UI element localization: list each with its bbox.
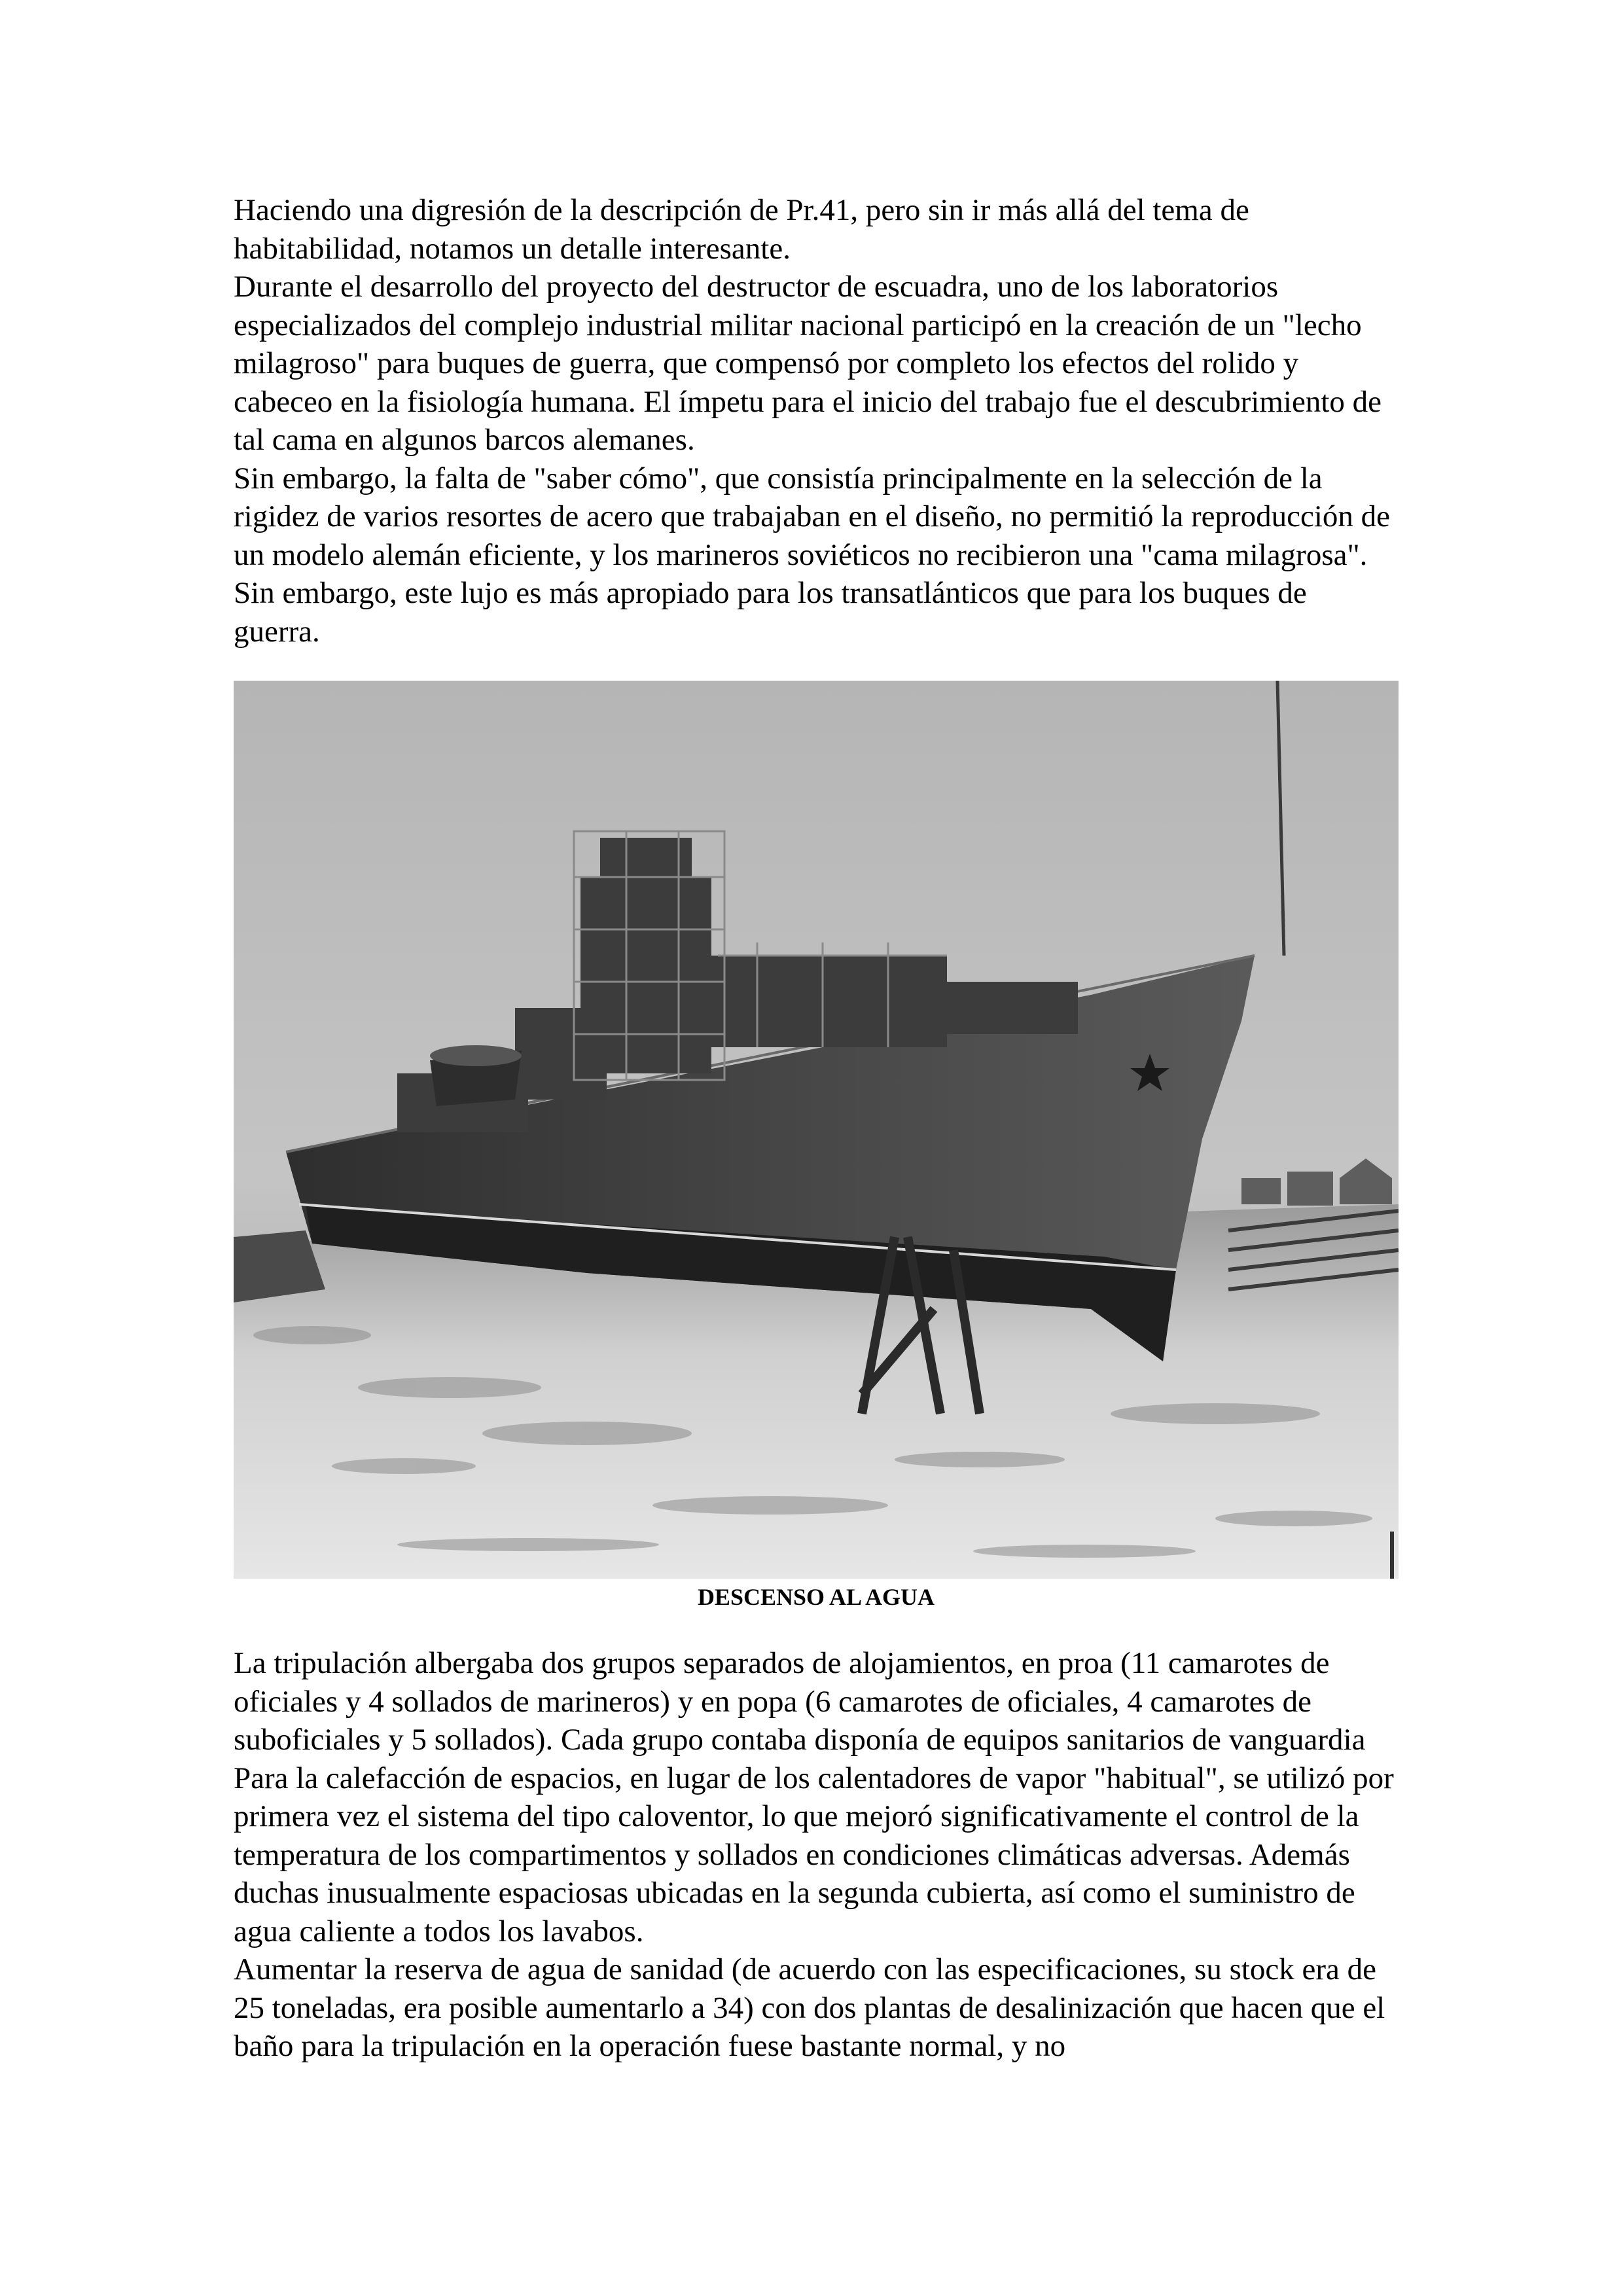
body-text [234,1644,1399,2066]
body-paragraph-3: Aumentar la reserva de agua de sanidad (de acuerdo con las especificaciones, su stock era de 25 toneladas, era posible aumentarlo a 34) con dos plantas de desalinización que hacen que el baño para la tripulación en la operación fuese bastante normal, y no [234,1952,1385,2063]
body-paragraph-2: Para la calefacción de espacios, en lugar de los calentadores de vapor "habitual", se utilizó por primera vez el sistema del tipo caloventor, lo que mejoró significativamente el control de la temperatura de los compartimentos y sollados en condiciones climáticas adversas. Además duchas inusualmente espaciosas ubicadas en la segunda cubierta, así como el suministro de agua caliente a todos los lavabos. [234,1761,1394,1948]
intro-paragraph-3: Sin embargo, la falta de "saber cómo", que consistía principalmente en la selección de la rigidez de varios resortes de acero que trabajaban en el diseño, no permitió la reproducción de un modelo alemán eficiente, y los marineros soviéticos no recibieron una "cama milagrosa". Sin embargo, este lujo es más apropiado para los transatlánticos que para los buques de guerra. [234,461,1390,649]
ship-launch-photo [234,681,1399,1579]
intro-paragraph-1: Haciendo una digresión de la descripción de Pr.41, pero sin ir más allá del tema de habitabilidad, notamos un detalle interesante. [234,193,1249,266]
figure-caption: DESCENSO AL AGUA [697,1584,935,1610]
intro-text [234,191,1399,651]
body-paragraph-1: La tripulación albergaba dos grupos separados de alojamientos, en proa (11 camarotes de oficiales y 4 sollados de marineros) y en popa (6 camarotes de oficiales, 4 camarotes de suboficiales y 5 sollados). Cada grupo contaba disponía de equipos sanitarios de vanguardia [234,1646,1366,1757]
intro-paragraph-2: Durante el desarrollo del proyecto del destructor de escuadra, uno de los laboratorios especializados del complejo industrial militar nacional participó en la creación de un "lecho milagroso" para buques de guerra, que compensó por completo los efectos del rolido y cabeceo en la fisiología humana. El ímpetu para el inicio del trabajo fue el descubrimiento de tal cama en algunos barcos alemanes. [234,270,1382,457]
